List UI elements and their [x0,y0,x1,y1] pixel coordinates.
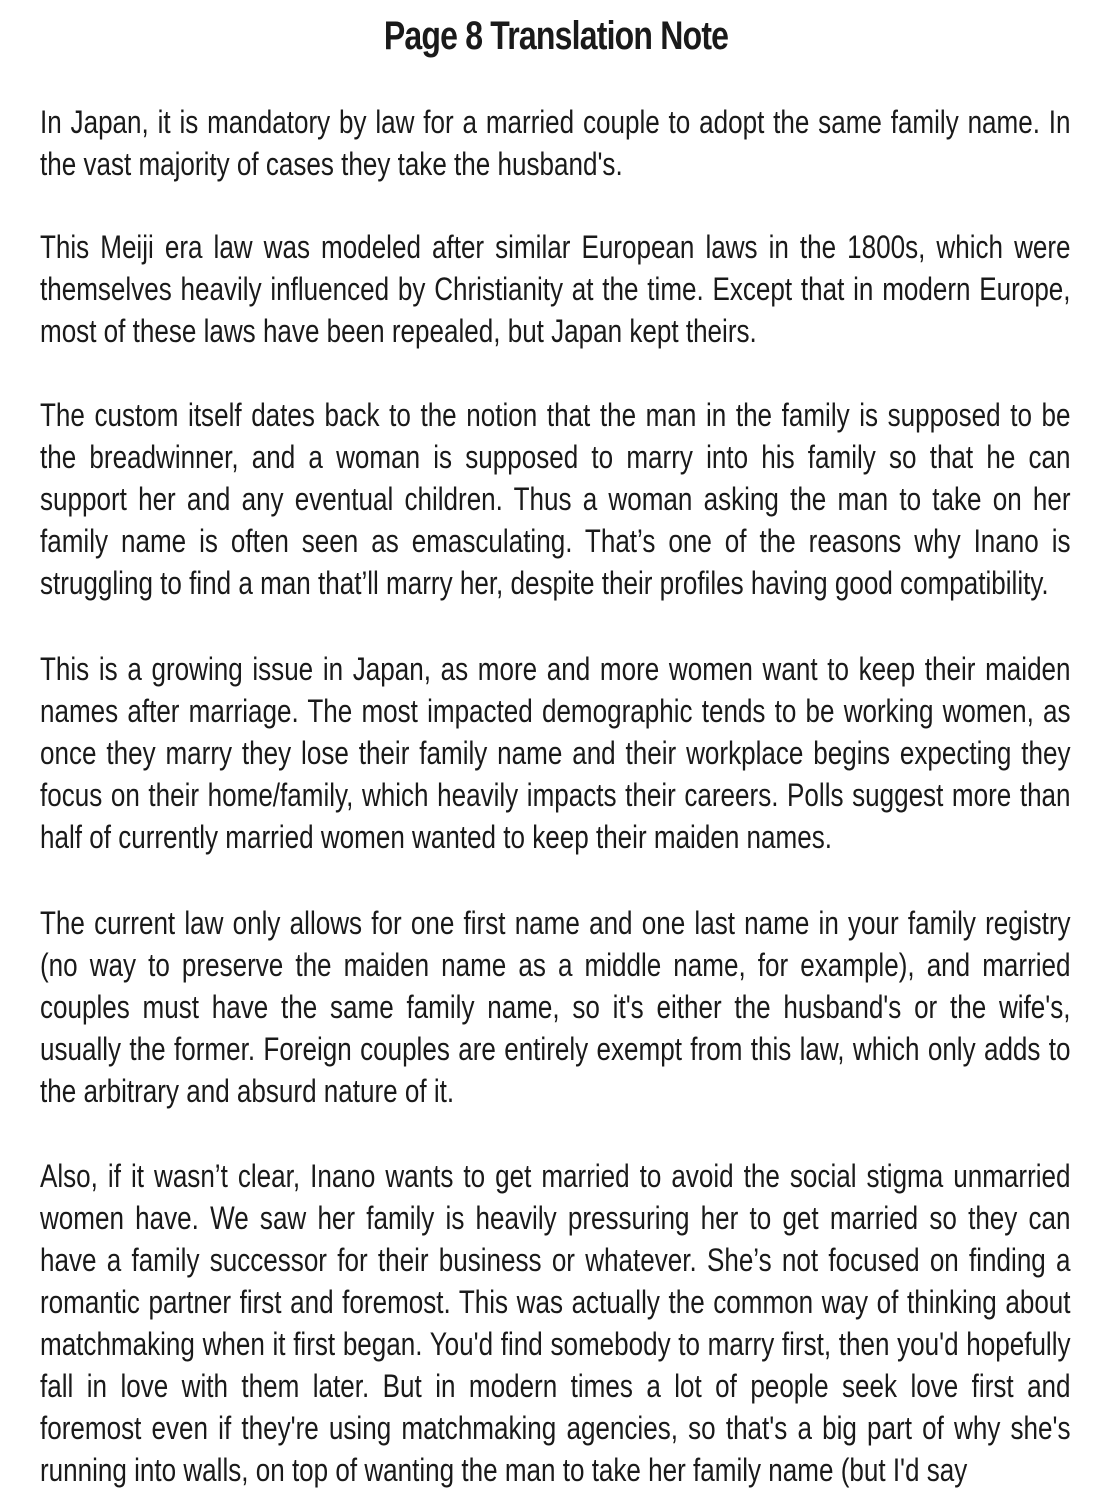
paragraph-meiji-era-law: This Meiji era law was modeled after similar European laws in the 1800s, which were themselves heavily influenced by Christianity at the time. Except that in modern Europe, most of these laws have been repealed, but Japan kept theirs. [40,229,1071,349]
paragraph-custom-origin: The custom itself dates back to the notion that the man in the family is supposed to be the breadwinner, and a woman is supposed to marry into his family so that he can support her and any eventual children. Thus a woman asking the man to take on her family name is often seen as emasculating. That’s one of the reasons why Inano is struggling to find a man that’ll marry her, despite their profiles having good compatibility. [40,397,1071,601]
paragraph-inano-marriage: Also, if it wasn’t clear, Inano wants to get married to avoid the social stigma unmarried women have. We saw her family is heavily pressuring her to get married so they can have a family successor for their business or whatever. She’s not focused on finding a romantic partner first and foremost. This was actually the common way of thinking about matchmaking when it first began. You'd find somebody to marry first, then you'd hopefully fall in love with them later. But in modern times a lot of people seek love first and foremost even if they're using matchmaking agencies, so that's a big part of why she's running into walls, on top of wanting the man to take her family name (but I'd say [40,1158,1071,1488]
page-title: Page 8 Translation Note [383,14,729,58]
paragraph-family-name-law: In Japan, it is mandatory by law for a married couple to adopt the same family name. In the vast majority of cases they take the husband's. [40,104,1071,182]
paragraph-growing-issue: This is a growing issue in Japan, as more and more women want to keep their maiden names after marriage. The most impacted demographic tends to be working women, as once they marry they lose their family name and their workplace begins expecting they focus on their home/family, which heavily impacts their careers. Polls suggest more than half of currently married women wanted to keep their maiden names. [40,651,1071,855]
paragraph-current-law: The current law only allows for one first name and one last name in your family registry (no way to preserve the maiden name as a middle name, for example), and married couples must have the same family name, so it's either the husband's or the wife's, usually the former. Foreign couples are entirely exempt from this law, which only adds to the arbitrary and absurd nature of it. [40,905,1071,1109]
